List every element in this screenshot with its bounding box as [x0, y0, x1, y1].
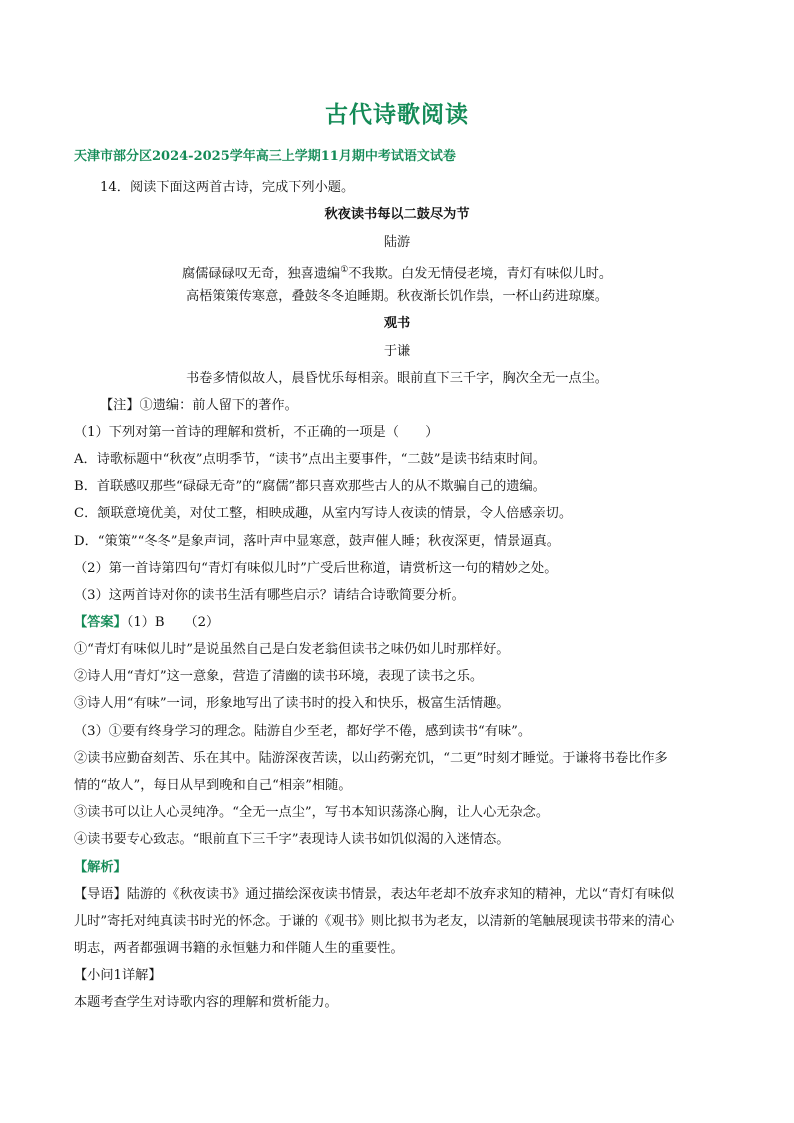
footnote-marker: ①	[340, 265, 349, 275]
poem1-title: 秋夜读书每以二鼓尽为节	[324, 207, 470, 222]
subquestion-text: 本题考查学生对诗歌内容的理解和赏析能力。	[74, 995, 338, 1010]
poem1-line1-part2: 不我欺。白发无情侵老境，青灯有味似儿时。	[348, 266, 613, 282]
poem1-line1	[0, 260, 794, 284]
option-b: B．首联感叹那些“碌碌无奇”的“腐儒”都只喜欢那些古人的从不欺骗自己的遗编。	[74, 479, 546, 494]
question-1: （1）下列对第一首诗的理解和赏析，不正确的一项是（ ）	[74, 425, 439, 440]
analysis-label: 【解析】	[74, 860, 127, 875]
exam-source: 天津市部分区2024-2025学年高三上学期11月期中考试语文试卷	[74, 149, 456, 164]
page-title: 古代诗歌阅读	[325, 101, 469, 128]
answer-line: 情的“故人”，每日从早到晚和自己“相亲”相随。	[74, 778, 352, 793]
poem2-line1: 书卷多情似故人，晨昏忧乐每相亲。眼前直下三千字，胸次全无一点尘。	[186, 371, 608, 386]
question-intro: 14．阅读下面这两首古诗，完成下列小题。	[100, 180, 355, 195]
answer-heading	[74, 613, 219, 633]
poem2-title: 观书	[383, 316, 411, 331]
guide-line: 儿时”寄托对纯真读书时光的怀念。于谦的《观书》则比拟书为老友，以清新的笔触展现读书带来的清心	[74, 914, 675, 929]
poem1-author: 陆游	[383, 235, 411, 250]
question-2: （2）第一首诗第四句“青灯有味似儿时”广受后世称道，请赏析这一句的精妙之处。	[74, 561, 558, 576]
answer-label: 【答案】	[74, 615, 127, 630]
answer-head-text: （1）B （2）	[126, 615, 220, 630]
answer-line: ②读书应勤奋刻苦、乐在其中。陆游深夜苦读，以山药粥充饥，“二更”时刻才睡觉。于谦将书卷比作多	[74, 751, 668, 766]
poem1-line1-part1: 腐儒碌碌叹无奇，独喜遗编	[181, 266, 341, 282]
subquestion-label: 【小问1详解】	[74, 968, 162, 983]
option-c: C．颔联意境优美，对仗工整，相映成趣，从室内写诗人夜读的情景，令人倍感亲切。	[74, 506, 573, 521]
answer-line: ①“青灯有味似儿时”是说虽然自己是白发老翁但读书之味仍如儿时那样好。	[74, 642, 510, 657]
answer-line: ④读书要专心致志。“眼前直下三千字”表现诗人读书如饥似渴的入迷情态。	[74, 832, 510, 847]
guide-line: 【导语】陆游的《秋夜读书》通过描绘深夜读书情景，表达年老却不放弃求知的精神，尤以“青灯有味似	[74, 887, 675, 902]
option-d: D．“策策”“冬冬”是象声词，落叶声中显寒意，鼓声催人睡；秋夜深更，情景逼真。	[74, 534, 560, 549]
answer-line: ③诗人用“有味”一词，形象地写出了读书时的投入和快乐，极富生活情趣。	[74, 696, 510, 711]
answer-line: （3）①要有终身学习的理念。陆游自少至老，都好学不倦，感到读书“有味”。	[74, 724, 532, 739]
option-a: A．诗歌标题中“秋夜”点明季节，“读书”点出主要事件，“二鼓”是读书结束时间。	[74, 452, 546, 467]
footnote: 【注】①遗编：前人留下的著作。	[100, 398, 298, 413]
question-3: （3）这两首诗对你的读书生活有哪些启示？请结合诗歌简要分析。	[74, 588, 465, 603]
poem1-line2: 高梧策策传寒意，叠鼓冬冬迫睡期。秋夜渐长饥作祟，一杯山药进琼糜。	[186, 289, 608, 304]
answer-line: ②诗人用“青灯”这一意象，营造了清幽的读书环境，表现了读书之乐。	[74, 669, 484, 684]
answer-line: ③读书可以让人心灵纯净。“全无一点尘”，写书本知识荡涤心胸，让人心无杂念。	[74, 805, 550, 820]
guide-line: 明志，两者都强调书籍的永恒魅力和伴随人生的重要性。	[74, 941, 404, 956]
poem2-author: 于谦	[383, 344, 411, 359]
